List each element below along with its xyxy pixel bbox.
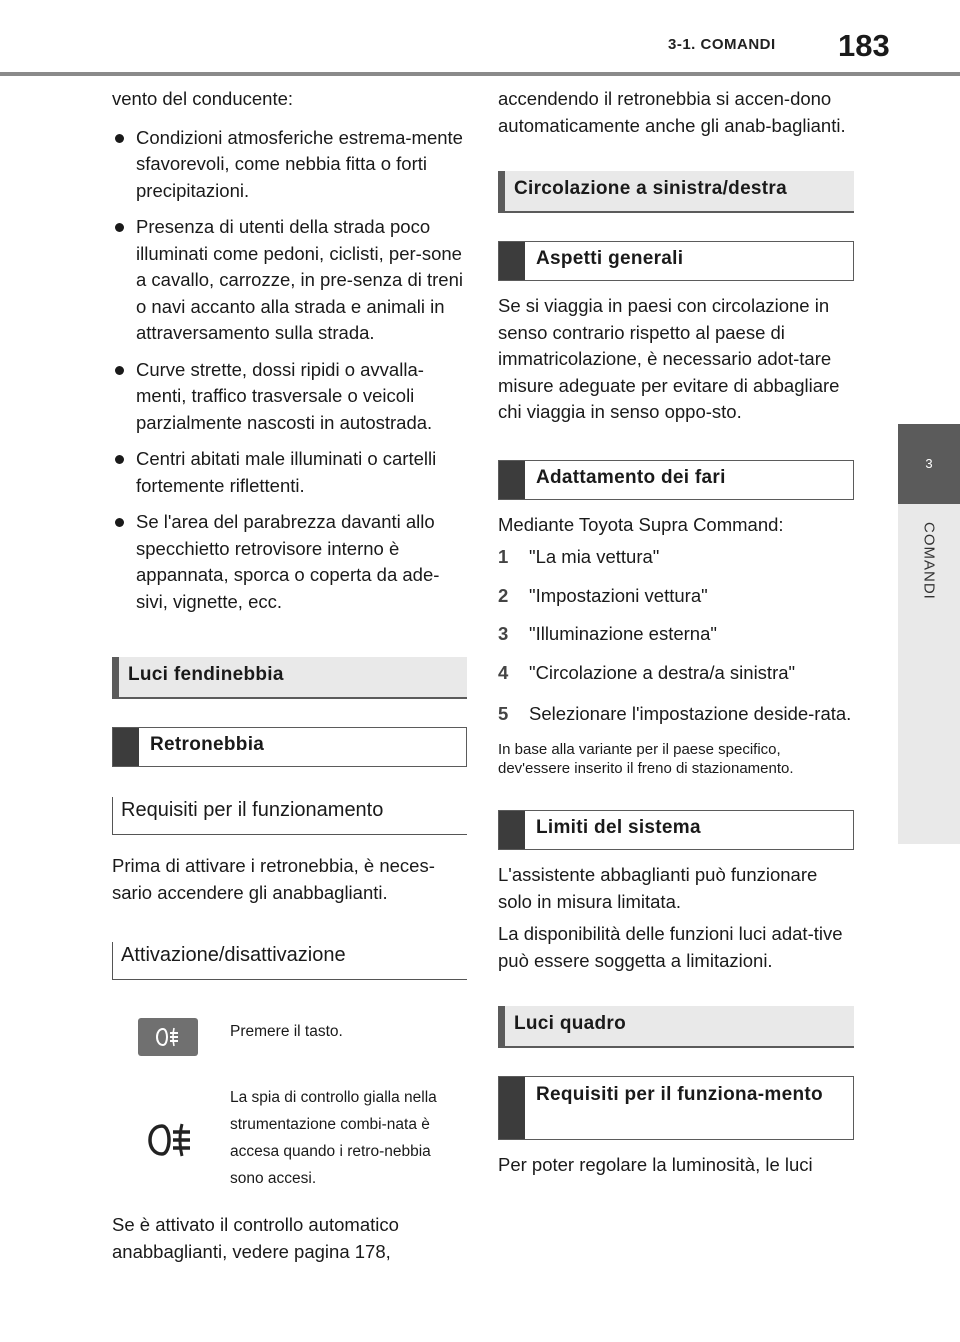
chapter-tab	[898, 504, 960, 844]
list-item: 4 "Circolazione a destra/a sinistra"	[498, 661, 796, 683]
limiti-text-2: La disponibilità delle funzioni luci adat-tive può essere soggetta a limitazioni.	[498, 923, 843, 971]
heading-limiti: Limiti del sistema	[498, 810, 854, 850]
command-intro: Mediante Toyota Supra Command:	[498, 513, 784, 535]
requisiti-text: Prima di attivare i retronebbia, è neces-sario accendere gli anabbaglianti.	[112, 855, 435, 903]
list-item: 5 Selezionare l'impostazione deside-rata.	[498, 703, 852, 724]
intro-text: vento del conducente:	[112, 88, 294, 109]
heading-retronebbia: Retronebbia	[112, 727, 467, 767]
section-title: 3-1. COMANDI	[668, 36, 776, 53]
steps-list	[498, 544, 854, 730]
auto-text: Se è attivato il controllo automatico anabbaglianti, vedere pagina 178,	[112, 1214, 399, 1262]
heading-circolazione: Circolazione a sinistra/destra	[498, 171, 854, 213]
list-item: Condizioni atmosferiche estrema-mente sfavorevoli, come nebbia fitta o forti precipitazioni.	[112, 125, 467, 205]
chapter-tab-number: 3	[898, 424, 960, 504]
list-item: Presenza di utenti della strada poco illuminati come pedoni, ciclisti, per-sone a cavallo, carrozze, in pre-senza di treni o navi accanto alla strada e animali in attraversamento sulla strada.	[112, 214, 467, 347]
list-item: Se l'area del parabrezza davanti allo specchietto retrovisore interno è appannata, sporca o coperta da ade-sivi, vignette, ecc.	[112, 509, 467, 615]
heading-adattamento: Adattamento dei fari	[498, 460, 854, 500]
left-column	[112, 86, 467, 1265]
list-item: 3 "Illuminazione esterna"	[498, 623, 717, 644]
indicator-text: La spia di controllo gialla nella strumentazione combi-nata è accesa quando i retro-nebbia sono accesi.	[230, 1089, 437, 1187]
heading-luci-quadro: Luci quadro	[498, 1006, 854, 1048]
note-text: In base alla variante per il paese specifico, dev'essere inserito il freno di stazionamento.	[498, 741, 794, 777]
heading-requisiti-2: Requisiti per il funziona-mento	[498, 1076, 854, 1140]
heading-requisiti: Requisiti per il funzionamento	[112, 797, 467, 835]
list-item: 1 "La mia vettura"	[498, 546, 660, 567]
heading-attivazione: Attivazione/disattivazione	[112, 942, 467, 980]
last-text: Per poter regolare la luminosità, le luci	[498, 1154, 813, 1175]
heading-aspetti: Aspetti generali	[498, 241, 854, 281]
control-row-button	[112, 1018, 467, 1056]
list-item: Curve strette, dossi ripidi o avvalla-menti, traffico trasversale o veicoli parzialmente nascosti in autostrada.	[112, 357, 467, 437]
rear-fog-indicator-icon	[142, 1120, 196, 1160]
right-column	[498, 86, 854, 1179]
continuation-text: accendendo il retronebbia si accen-dono automaticamente anche gli anab-baglianti.	[498, 88, 846, 136]
limiti-text-1: L'assistente abbaglianti può funzionare solo in misura limitata.	[498, 864, 818, 912]
list-item: 2 "Impostazioni vettura"	[498, 584, 708, 606]
chapter-tab-label: COMANDI	[920, 522, 938, 600]
rear-fog-button-icon	[138, 1018, 198, 1056]
page-number: 183	[838, 28, 890, 63]
aspetti-text: Se si viaggia in paesi con circolazione in senso contrario rispetto al paese di immatricolazione, è necessario adot-tare misure adeguate per evitare di abbagliare chi viaggia in senso oppo-sto.	[498, 295, 840, 422]
press-button-text: Premere il tasto.	[230, 1023, 343, 1040]
control-row-indicator	[112, 1084, 467, 1192]
list-item: Centri abitati male illuminati o cartelli fortemente riflettenti.	[112, 446, 467, 499]
heading-luci-fendinebbia: Luci fendinebbia	[112, 657, 467, 699]
header-rule	[0, 72, 960, 76]
